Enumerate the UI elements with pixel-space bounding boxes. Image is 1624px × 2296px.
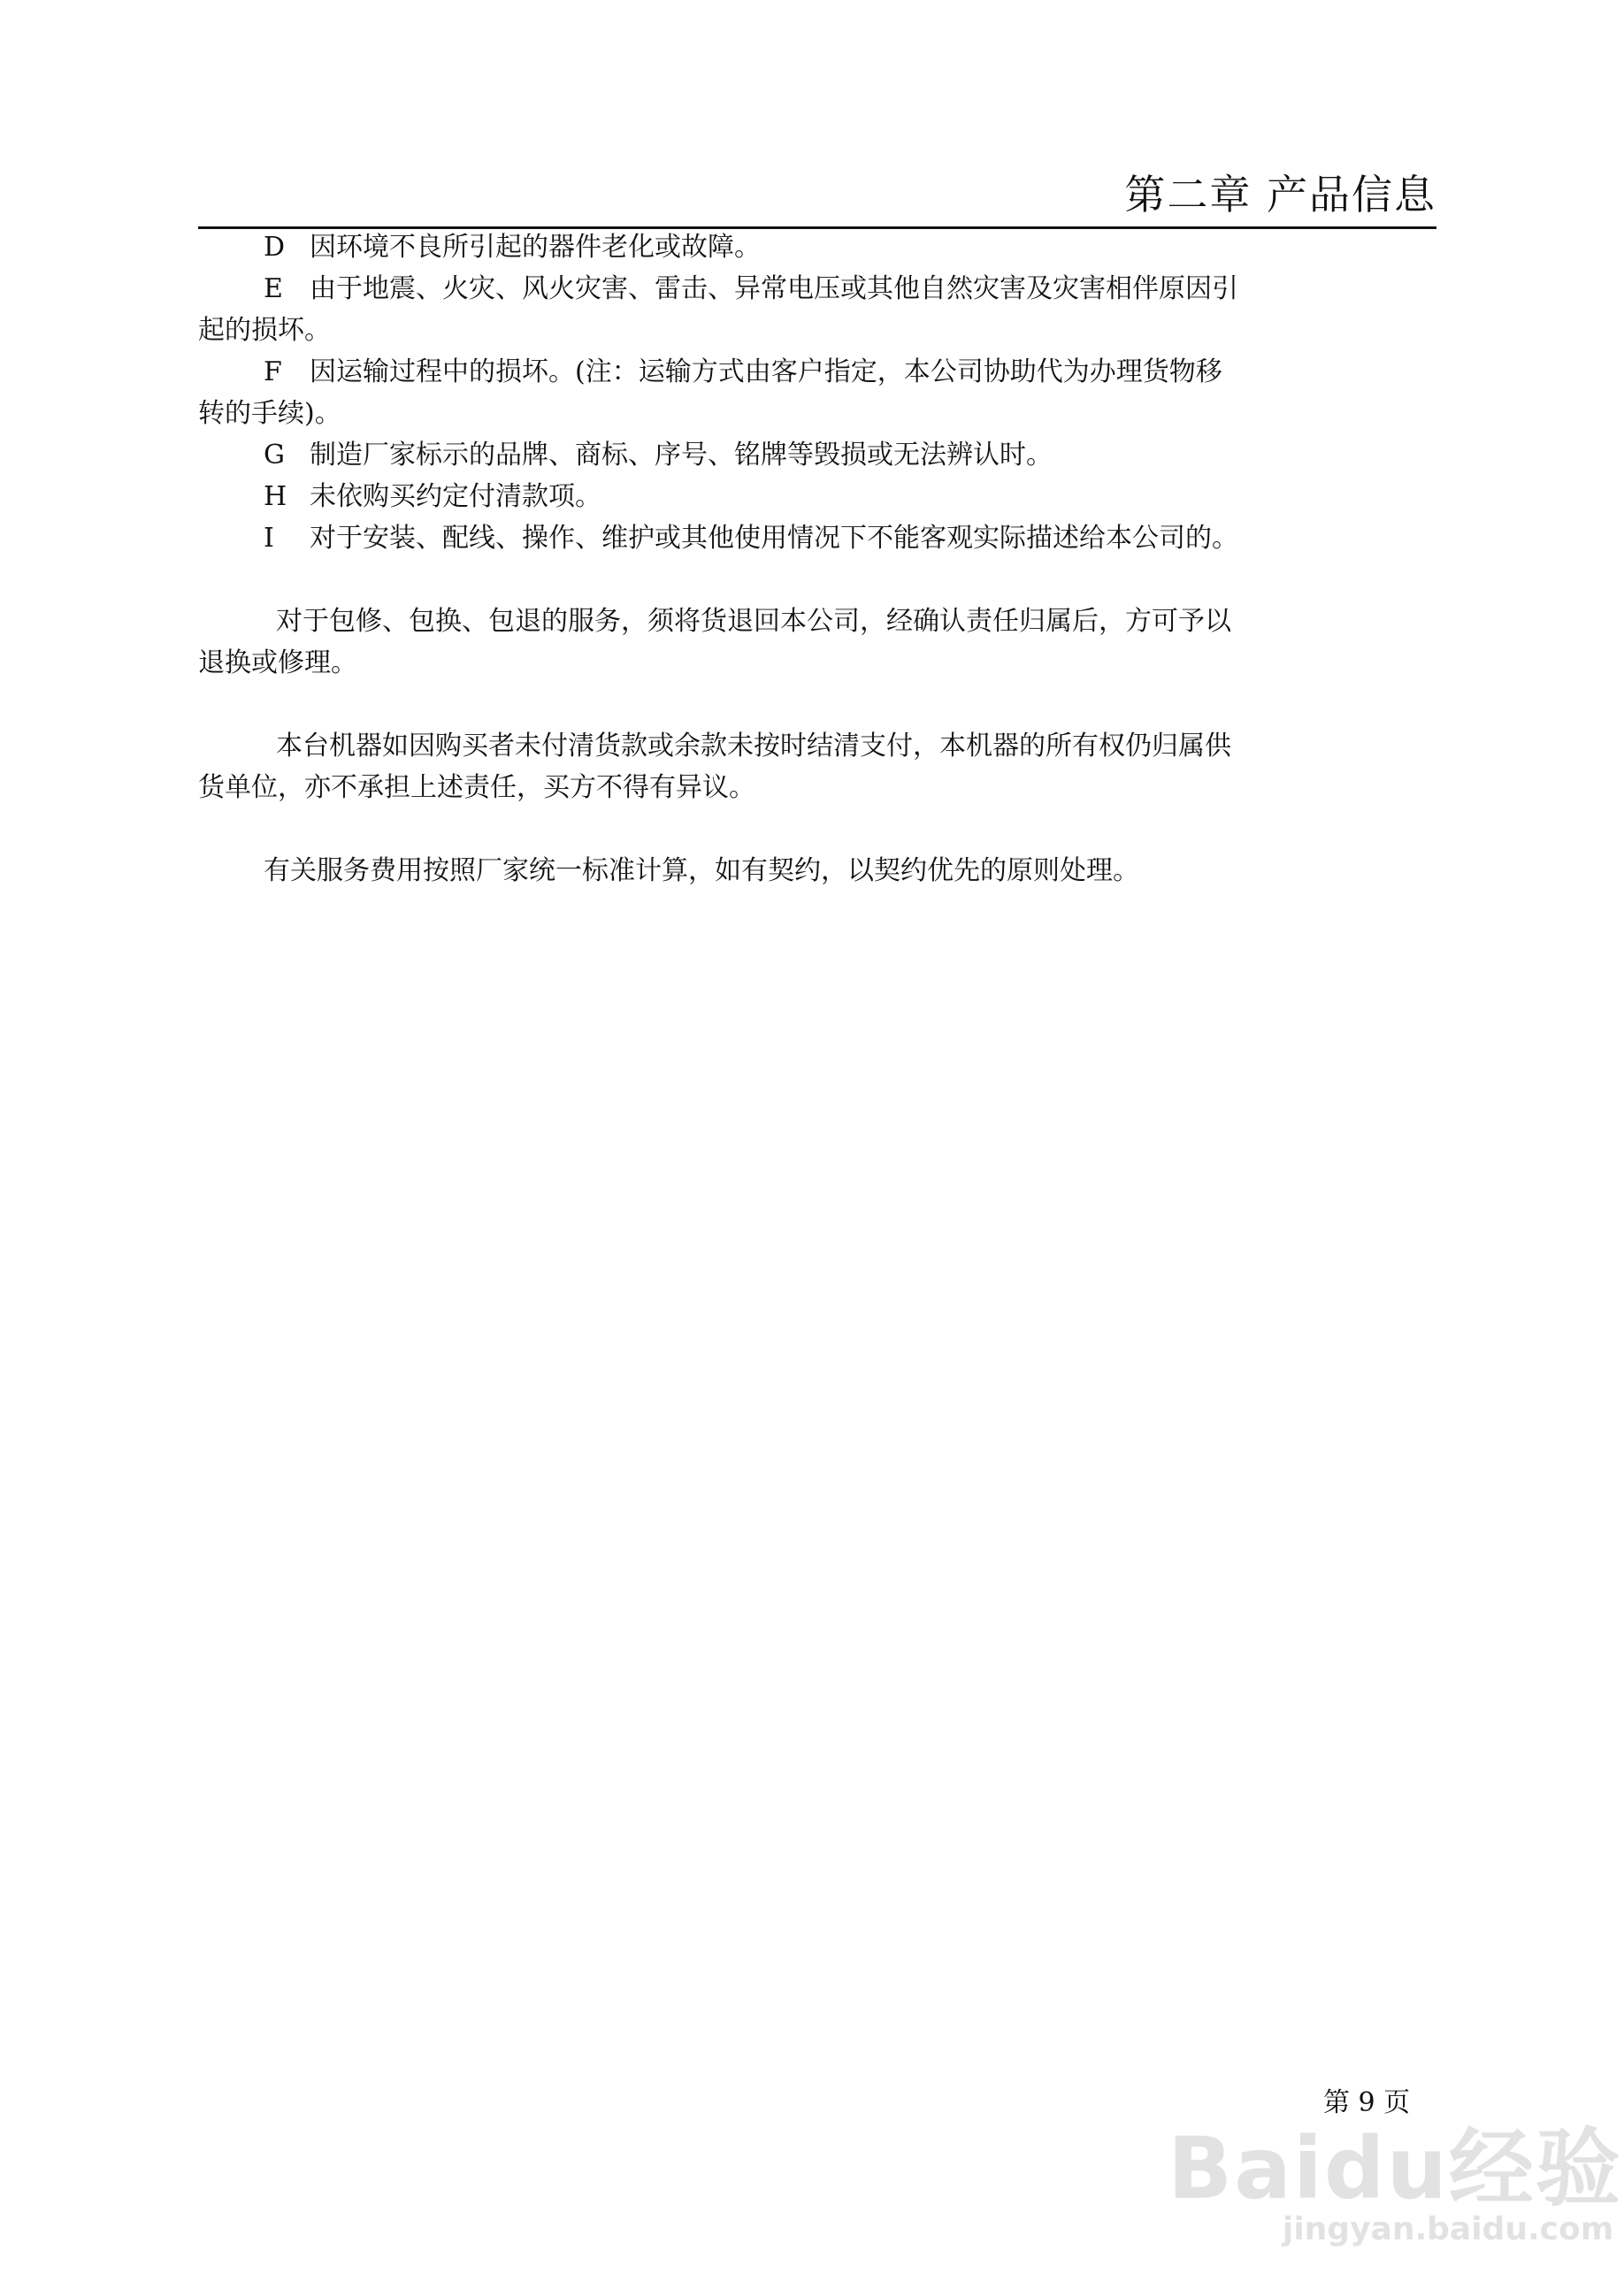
paragraph-spacer xyxy=(198,684,1436,725)
list-line-continuation: 起的损坏。 xyxy=(198,315,331,346)
list-text: 制造厂家标示的品牌、商标、序号、铭牌等毁损或无法辨认时。 xyxy=(310,440,1053,471)
list-letter: F xyxy=(264,356,282,387)
paragraph-spacer xyxy=(198,808,1436,850)
paragraph-line: 对于包修、包换、包退的服务，须将货退回本公司，经确认责任归属后，方可予以 xyxy=(276,606,1231,637)
list-text: 由于地震、火灾、风火灾害、雷击、异常电压或其他自然灾害及灾害相伴原因引 xyxy=(310,273,1238,304)
list-line xyxy=(198,268,1436,310)
page-header xyxy=(198,166,1436,229)
paragraph-spacer xyxy=(198,559,1436,601)
list-letter: H xyxy=(264,481,287,512)
list-line xyxy=(198,476,1436,517)
list-line xyxy=(198,351,1436,393)
baidu-logo-watermark: Baidu经验 xyxy=(1168,2119,1622,2218)
paragraph-line: 货单位，亦不承担上述责任，买方不得有异议。 xyxy=(198,772,755,803)
list-line xyxy=(198,226,1436,268)
chapter-title: 第二章 产品信息 xyxy=(1124,171,1436,218)
list-line xyxy=(198,517,1436,559)
list-item-g xyxy=(198,434,1436,476)
list-letter: D xyxy=(264,232,286,263)
paragraph-line: 本台机器如因购买者未付清货款或余款未按时结清支付，本机器的所有权仍归属供 xyxy=(276,731,1231,762)
list-letter: G xyxy=(264,440,285,471)
page-content xyxy=(198,226,1436,892)
paragraph-line: 退换或修理。 xyxy=(198,647,357,678)
list-line-continuation: 转的手续)。 xyxy=(198,398,341,429)
page-number: 第 9 页 xyxy=(1323,2087,1411,2118)
watermark xyxy=(1150,2101,1622,2278)
list-item-i xyxy=(198,517,1436,559)
paragraph-line: 有关服务费用按照厂家统一标准计算，如有契约，以契约优先的原则处理。 xyxy=(264,855,1139,886)
list-text: 因环境不良所引起的器件老化或故障。 xyxy=(310,232,761,263)
list-text: 对于安装、配线、操作、维护或其他使用情况下不能客观实际描述给本公司的。 xyxy=(310,523,1238,554)
list-text: 因运输过程中的损坏。(注：运输方式由客户指定，本公司协助代为办理货物移 xyxy=(310,356,1222,387)
list-letter: E xyxy=(264,273,283,304)
paragraph-ownership xyxy=(198,725,1436,808)
paragraph-service-fees xyxy=(198,850,1436,892)
list-text: 未依购买约定付清款项。 xyxy=(310,481,601,512)
list-item-f xyxy=(198,351,1436,434)
watermark-url: jingyan.baidu.com xyxy=(1283,2211,1614,2247)
paragraph-return-policy xyxy=(198,601,1436,684)
list-item-e xyxy=(198,268,1436,351)
list-item-d xyxy=(198,226,1436,268)
list-line xyxy=(198,434,1436,476)
list-letter: I xyxy=(264,523,274,554)
list-item-h xyxy=(198,476,1436,517)
